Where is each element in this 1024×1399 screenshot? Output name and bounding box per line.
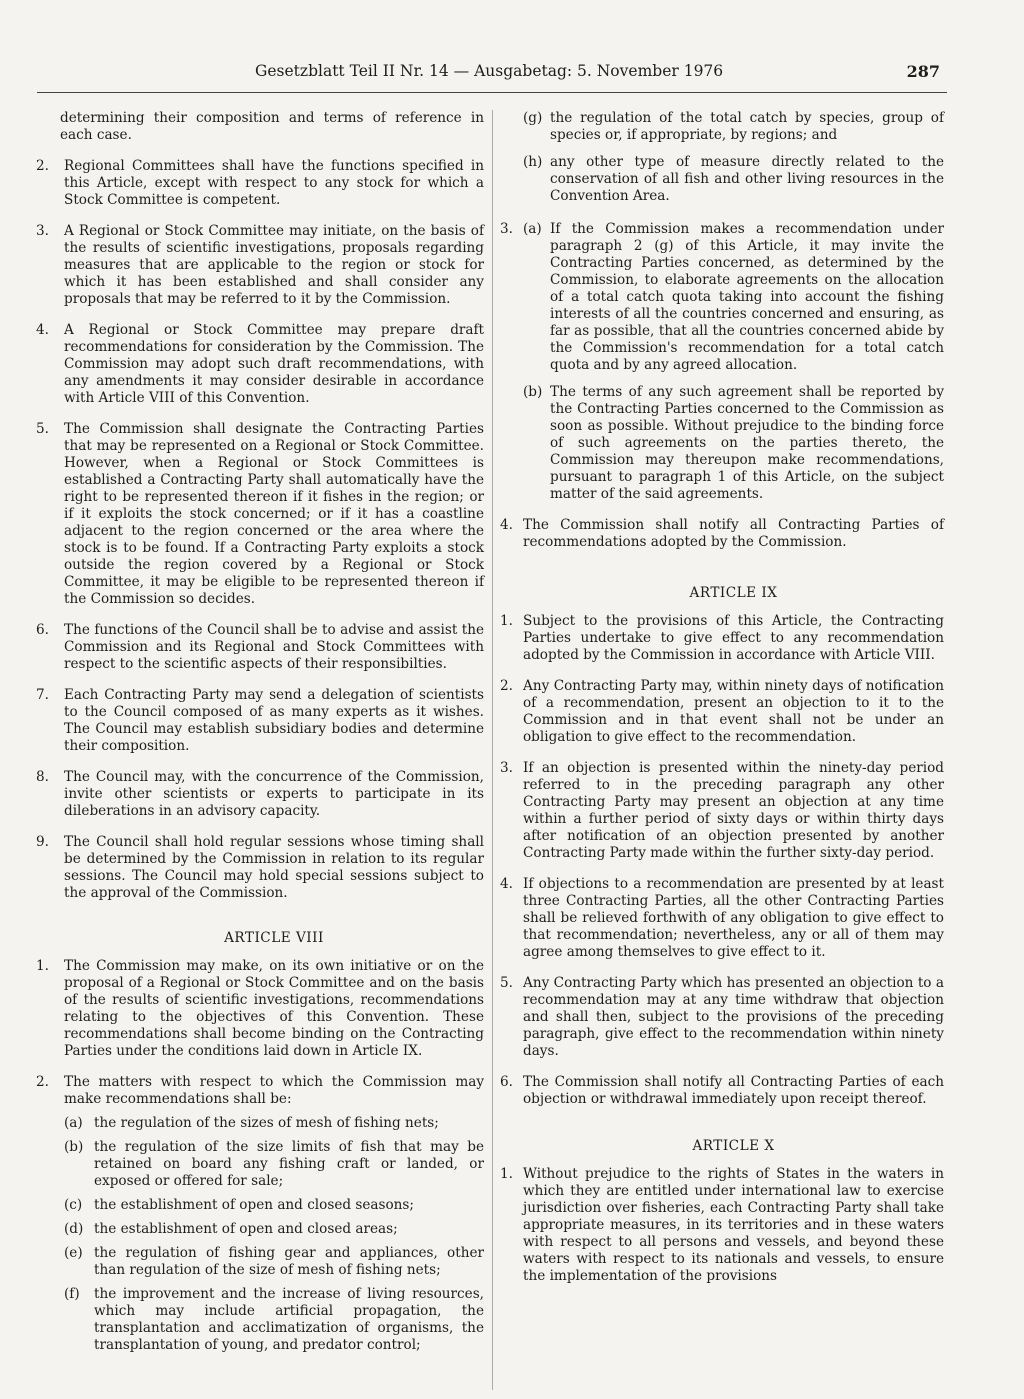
article-heading: ARTICLE X — [692, 1138, 775, 1154]
paragraph-9 — [28, 834, 484, 902]
right-column — [498, 110, 944, 1299]
paragraph-number: 5. — [500, 975, 513, 991]
item-label: (c) — [64, 1197, 83, 1213]
article9-paragraph-6 — [498, 1074, 944, 1108]
list-item-d — [28, 1221, 484, 1238]
list-item-f — [28, 1286, 484, 1354]
paragraph-text: The Council may, with the concurrence of the Commission, invite other scientists or experts to participate in its dileberations in an advisory capacity. — [64, 769, 484, 819]
item-text: the regulation of fishing gear and appliances, other than regulation of the size of mesh of fishing nets; — [94, 1245, 484, 1278]
paragraph-text: Any Contracting Party may, within ninety days of notification of a recommendation, present an objection to it to the Commission and in that event shall not be under an obligation to give effect to the recommendation. — [523, 678, 944, 745]
paragraph-number: 3. — [500, 221, 513, 237]
item-text: the establishment of open and closed areas; — [94, 1221, 398, 1237]
item-label: (h) — [523, 154, 543, 170]
paragraph-number: 2. — [500, 678, 513, 694]
article10-paragraph-1 — [498, 1166, 944, 1285]
list-item-a — [28, 1115, 484, 1132]
paragraph-number: 5. — [36, 421, 49, 437]
paragraph-text: The Commission shall notify all Contracting Parties of each objection or withdrawal immediately upon receipt thereof. — [523, 1074, 944, 1107]
item-label: (a) — [523, 221, 542, 237]
page-number: 287 — [906, 62, 940, 81]
paragraph-number: 3. — [500, 760, 513, 776]
paragraph-text: The Commission shall designate the Contracting Parties that may be represented on a Regional or Stock Committee. However, when a Regional or Stock Committees is established a Contracting Party shall automatically have the right to be represented thereon if it fishes in the region; or if it exploits the stock concerned; or if it has a coastline adjacent to the region concerned or the area where the stock is to be found. If a Contracting Party exploits a stock outside the region covered by a Regional or Stock Committee, it may be eligible to be represented thereon if the Commission so decides. — [64, 421, 484, 607]
paragraph-number: 6. — [36, 622, 49, 638]
article9-paragraph-4 — [498, 876, 944, 961]
article9-paragraph-1 — [498, 613, 944, 664]
paragraph-7 — [28, 687, 484, 755]
item-label: (b) — [64, 1139, 84, 1155]
item-text: If the Commission makes a recommendation under paragraph 2 (g) of this Article, it may invite the Contracting Parties concerned, as determined by the Commission, to elaborate agreements on the allocation of a total catch quota taking into account the fishing interests of all the countries concerned and ensuring, as far as possible, that all the countries concerned abide by the Commission's recommendation for a total catch quota and by any agreed allocation. — [550, 221, 944, 373]
item-label: (g) — [523, 110, 543, 126]
list-item-c — [28, 1197, 484, 1214]
article9-paragraph-5 — [498, 975, 944, 1060]
paragraph-text: The Council shall hold regular sessions whose timing shall be determined by the Commission in relation to its regular sessions. The Council may hold special sessions subject to the approval of the Commission. — [64, 834, 484, 901]
item-label: (d) — [64, 1221, 84, 1237]
item-text: the regulation of the sizes of mesh of fishing nets; — [94, 1115, 439, 1131]
item-text: the regulation of the total catch by species, group of species or, if appropriate, by regions; and — [550, 110, 944, 143]
paragraph-number: 1. — [500, 613, 513, 629]
paragraph-text: The Commission shall notify all Contracting Parties of recommendations adopted by the Commission. — [523, 517, 944, 550]
paragraph-number: 2. — [36, 158, 49, 174]
left-column — [28, 110, 484, 1361]
paragraph-text: The Commission may make, on its own initiative or on the proposal of a Regional or Stock Committee and on the basis of the results of scientific investigations, recommendations relating to the objectives of this Convention. These recommendations shall become binding on the Contracting Parties under the conditions laid down in Article IX. — [64, 958, 484, 1059]
header-title: Gesetzblatt Teil II Nr. 14 — Ausgabetag: 5. November 1976 — [255, 62, 724, 80]
paragraph-number: 9. — [36, 834, 49, 850]
paragraph-number: 8. — [36, 769, 49, 785]
paragraph-text: Subject to the provisions of this Article, the Contracting Parties undertake to give effect to any recommendation adopted by the Commission in accordance with Article VIII. — [523, 613, 944, 663]
paragraph-text: The functions of the Council shall be to advise and assist the Commission and its Regional and Stock Committees with respect to the scientific aspects of their responsibilties. — [64, 622, 484, 672]
paragraph-text: A Regional or Stock Committee may prepare draft recommendations for consideration by the Commission. The Commission may adopt such draft recommendations, with any amendments it may consider desirable in accordance with Article VIII of this Convention. — [64, 322, 484, 406]
paragraph-4 — [498, 517, 944, 551]
paragraph-text: Each Contracting Party may send a delegation of scientists to the Council composed of as many experts as it wishes. The Council may establish subsidiary bodies and determine their composition. — [64, 687, 484, 754]
paragraph-2 — [28, 158, 484, 209]
item-text: the establishment of open and closed seasons; — [94, 1197, 414, 1213]
paragraph-text: Without prejudice to the rights of States in the waters in which they are entitled under international law to exercise jurisdiction over fisheries, each Contracting Party shall take appropriate measures, in its territories and in these waters with respect to all persons and vessels, and beyond these waters with respect to its nationals and vessels, to ensure the implementation of the provisions — [523, 1166, 944, 1284]
list-item-g — [498, 110, 944, 144]
paragraph-3-b — [498, 384, 944, 503]
paragraph-3 — [28, 223, 484, 308]
continuation-text: determining their composition and terms of reference in each case. — [60, 110, 484, 143]
item-text: any other type of measure directly related to the conservation of all fish and other living resources in the Convention Area. — [550, 154, 944, 204]
paragraph-6 — [28, 622, 484, 673]
paragraph-4 — [28, 322, 484, 407]
paragraph-number: 2. — [36, 1074, 49, 1090]
paragraph-5 — [28, 421, 484, 608]
article9-paragraph-3 — [498, 760, 944, 862]
list-item-b — [28, 1139, 484, 1190]
paragraph-text: A Regional or Stock Committee may initiate, on the basis of the results of scientific investigations, proposals regarding measures that are applicable to the region or stock for which it has been established and shall consider any proposals that may be referred to it by the Commission. — [64, 223, 484, 307]
list-item-h — [498, 154, 944, 205]
paragraph-number: 1. — [500, 1166, 513, 1182]
paragraph-number: 6. — [500, 1074, 513, 1090]
article-heading: ARTICLE IX — [689, 585, 778, 601]
article-heading: ARTICLE VIII — [224, 930, 324, 946]
item-text: the regulation of the size limits of fish that may be retained on board any fishing craft or landed, or exposed or offered for sale; — [94, 1139, 484, 1189]
list-item-e — [28, 1245, 484, 1279]
header-rule — [37, 92, 947, 93]
item-label: (e) — [64, 1245, 83, 1261]
paragraph-text: Regional Committees shall have the functions specified in this Article, except with respect to any stock for which a Stock Committee is competent. — [64, 158, 484, 208]
paragraph-number: 7. — [36, 687, 49, 703]
column-divider — [492, 110, 493, 1390]
item-label: (f) — [64, 1286, 80, 1302]
article8-paragraph-2 — [28, 1074, 484, 1108]
item-label: (a) — [64, 1115, 83, 1131]
paragraph-number: 4. — [500, 517, 513, 533]
paragraph-number: 3. — [36, 223, 49, 239]
paragraph-number: 1. — [36, 958, 49, 974]
page-header — [255, 62, 940, 86]
paragraph-text: If an objection is presented within the ninety-day period referred to in the preceding paragraph any other Contracting Party may present an objection at any time within a further period of sixty days or within thirty days after notification of an objection presented by another Contracting Party made within the further sixty-day period. — [523, 760, 944, 861]
paragraph-8 — [28, 769, 484, 820]
article8-paragraph-1 — [28, 958, 484, 1060]
paragraph-text: Any Contracting Party which has presented an objection to a recommendation may at any time withdraw that objection and shall then, subject to the provisions of the preceding paragraph, give effect to the recommendation within ninety days. — [523, 975, 944, 1059]
item-label: (b) — [523, 384, 543, 400]
item-text: The terms of any such agreement shall be reported by the Contracting Parties concerned to the Commission as soon as possible. Without prejudice to the binding force of such agreements on the parties thereto, the Commission may thereupon make recommendations, pursuant to paragraph 1 of this Article, on the subject matter of the said agreements. — [550, 384, 944, 502]
paragraph-number: 4. — [500, 876, 513, 892]
paragraph-text: If objections to a recommendation are presented by at least three Contracting Parties, all the other Contracting Parties shall be relieved forthwith of any obligation to give effect to that recommendation; nevertheless, any or all of them may agree among themselves to give effect to it. — [523, 876, 944, 960]
article9-paragraph-2 — [498, 678, 944, 746]
paragraph-number: 4. — [36, 322, 49, 338]
paragraph-3 — [498, 221, 944, 374]
paragraph-text: The matters with respect to which the Commission may make recommendations shall be: — [64, 1074, 484, 1107]
item-text: the improvement and the increase of living resources, which may include artificial propagation, the transplantation and acclimatization of organisms, the transplantation of young, and predator control; — [94, 1286, 484, 1353]
